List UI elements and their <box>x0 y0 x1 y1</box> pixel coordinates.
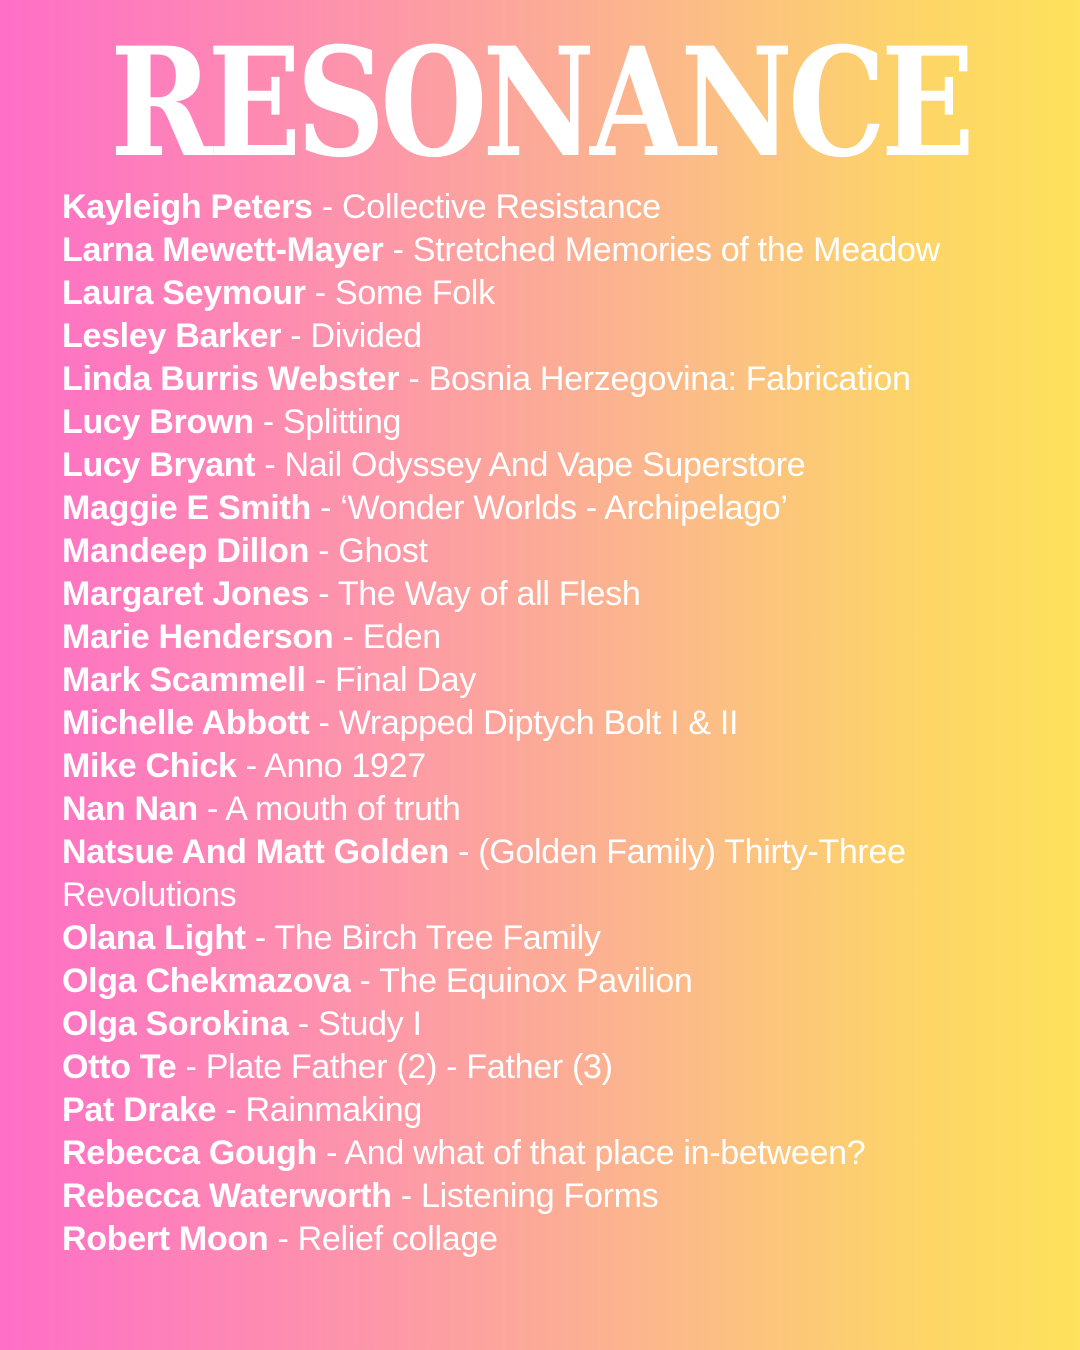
artwork-title: Ghost <box>338 532 428 570</box>
separator: - <box>255 446 285 484</box>
artwork-title: Stretched Memories of the Meadow <box>412 231 940 269</box>
artist-name: Mandeep Dillon <box>62 532 310 570</box>
artwork-title: Nail Odyssey And Vape Superstore <box>284 446 806 484</box>
artwork-title: Collective Resistance <box>341 188 661 226</box>
list-item <box>62 444 1052 487</box>
separator: - <box>305 274 335 312</box>
separator: - <box>310 489 341 527</box>
separator: - <box>305 661 336 699</box>
list-item <box>62 960 1052 1003</box>
artist-name: Margaret Jones <box>62 575 310 613</box>
list-item <box>62 487 1052 530</box>
list-item <box>62 1046 1052 1089</box>
list-item <box>62 616 1052 659</box>
artwork-title: Plate Father (2) - Father (3) <box>205 1048 613 1086</box>
separator: - <box>197 790 226 828</box>
artist-name: Laura Seymour <box>62 274 306 312</box>
artist-name: Mark Scammell <box>62 661 306 699</box>
artwork-title: Wrapped Diptych Bolt I & II <box>338 704 739 742</box>
separator: - <box>245 919 275 957</box>
artist-name: Natsue And Matt Golden <box>62 833 449 871</box>
artist-name: Robert Moon <box>62 1220 269 1258</box>
artist-name: Rebecca Gough <box>62 1134 317 1172</box>
list-item <box>62 573 1052 616</box>
separator: - <box>309 532 339 570</box>
list-item <box>62 1003 1052 1046</box>
artwork-title: ‘Wonder Worlds - Archipelago’ <box>340 489 788 527</box>
artwork-title: Final Day <box>335 661 476 699</box>
artist-name: Lucy Brown <box>62 403 254 441</box>
artist-name: Larna Mewett-Mayer <box>62 231 384 269</box>
list-item <box>62 315 1052 358</box>
list-item <box>62 229 1052 272</box>
separator: - <box>288 1005 318 1043</box>
list-item <box>62 530 1052 573</box>
list-item <box>62 831 1052 917</box>
list-item <box>62 272 1052 315</box>
artist-list <box>62 186 1052 1261</box>
list-item <box>62 788 1052 831</box>
list-item <box>62 1218 1052 1261</box>
artist-name: Olga Sorokina <box>62 1005 289 1043</box>
artwork-title: Study I <box>317 1005 422 1043</box>
list-item <box>62 1089 1052 1132</box>
artwork-title: And what of that place in-between? <box>344 1134 866 1172</box>
artist-name: Pat Drake <box>62 1091 217 1129</box>
artist-name: Olga Chekmazova <box>62 962 351 1000</box>
artwork-title: The Birch Tree Family <box>274 919 601 957</box>
artwork-title: Rainmaking <box>245 1091 423 1129</box>
separator: - <box>309 704 339 742</box>
list-item <box>62 358 1052 401</box>
list-item <box>62 659 1052 702</box>
separator: - <box>350 962 380 1000</box>
separator: - <box>312 188 342 226</box>
separator: - <box>316 1134 345 1172</box>
separator: - <box>399 360 429 398</box>
separator: - <box>268 1220 298 1258</box>
artwork-title: Bosnia Herzegovina: Fabrication <box>428 360 911 398</box>
artist-name: Otto Te <box>62 1048 177 1086</box>
list-item <box>62 702 1052 745</box>
artist-name: Rebecca Waterworth <box>62 1177 392 1215</box>
list-item <box>62 745 1052 788</box>
list-item <box>62 401 1052 444</box>
artist-name: Mike Chick <box>62 747 237 785</box>
artist-name: Kayleigh Peters <box>62 188 313 226</box>
list-item <box>62 917 1052 960</box>
artwork-title: (Golden Family) Thirty-Three Revolutions <box>62 833 906 914</box>
artist-name: Nan Nan <box>62 790 198 828</box>
artwork-title: Relief collage <box>297 1220 498 1258</box>
artwork-title: Listening Forms <box>420 1177 659 1215</box>
separator: - <box>216 1091 246 1129</box>
separator: - <box>281 317 311 355</box>
separator: - <box>309 575 338 613</box>
artist-name: Olana Light <box>62 919 246 957</box>
artwork-title: The Equinox Pavilion <box>379 962 693 1000</box>
separator: - <box>383 231 413 269</box>
artwork-title: Eden <box>362 618 441 656</box>
artwork-title: A mouth of truth <box>225 790 461 828</box>
artwork-title: The Way of all Flesh <box>337 575 641 613</box>
artist-name: Linda Burris Webster <box>62 360 400 398</box>
separator: - <box>333 618 363 656</box>
artist-name: Lesley Barker <box>62 317 282 355</box>
list-item <box>62 1132 1052 1175</box>
separator: - <box>448 833 479 871</box>
separator: - <box>176 1048 206 1086</box>
artist-name: Maggie E Smith <box>62 489 311 527</box>
artwork-title: Divided <box>310 317 422 355</box>
artwork-title: Anno 1927 <box>264 747 426 785</box>
artist-name: Lucy Bryant <box>62 446 256 484</box>
artist-name: Michelle Abbott <box>62 704 310 742</box>
separator: - <box>253 403 283 441</box>
artist-name: Marie Henderson <box>62 618 334 656</box>
list-item <box>62 186 1052 229</box>
separator: - <box>236 747 265 785</box>
artwork-title: Splitting <box>282 403 402 441</box>
list-item <box>62 1175 1052 1218</box>
artwork-title: Some Folk <box>334 274 495 312</box>
separator: - <box>391 1177 421 1215</box>
page-title: RESONANCE <box>110 15 970 191</box>
